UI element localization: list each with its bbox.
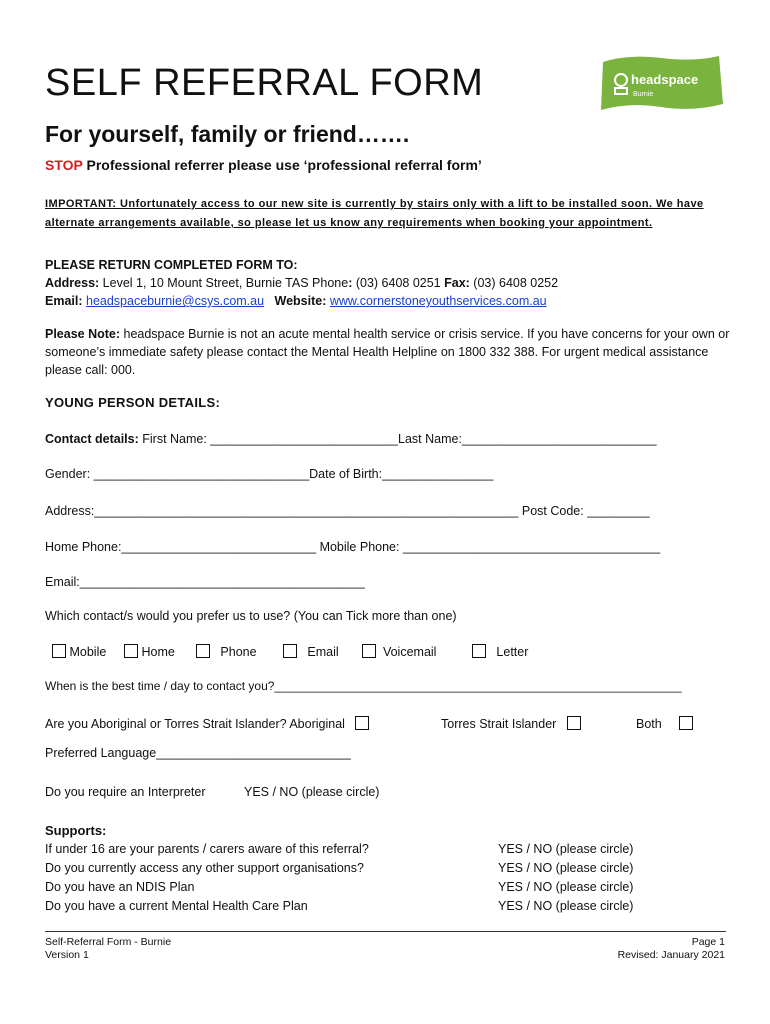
contact-option-home[interactable] [124, 644, 175, 659]
option-label: Phone [220, 645, 257, 659]
fax-label: Fax: [444, 276, 470, 290]
checkbox-icon[interactable] [52, 644, 66, 658]
aboriginal-question: Are you Aboriginal or Torres Strait Islander? Aboriginal [45, 717, 345, 731]
contact-option-voicemail[interactable] [362, 644, 436, 659]
gender-field[interactable]: Gender: _______________________________ [45, 467, 310, 481]
footer-right [618, 936, 725, 962]
form-subtitle: For yourself, family or friend……. [45, 121, 410, 147]
support-question: If under 16 are your parents / carers aware of this referral? [45, 842, 369, 856]
aboriginal-row [45, 716, 369, 731]
support-answer[interactable]: YES / NO (please circle) [498, 899, 634, 913]
support-question: Do you currently access any other support organisations? [45, 861, 364, 875]
contact-option-mobile[interactable] [52, 644, 106, 659]
email-field[interactable]: Email:_________________________________________ [45, 575, 365, 589]
option-label: Voicemail [382, 645, 437, 659]
both-option [636, 716, 693, 731]
option-label: Email [307, 645, 339, 659]
name-row [45, 432, 657, 446]
address-field[interactable]: Address:_____________________________________________________________ [45, 504, 519, 518]
both-label: Both [636, 717, 662, 731]
language-field[interactable]: Preferred Language____________________________ [45, 746, 351, 760]
option-label: Home [141, 645, 175, 659]
tsi-label: Torres Strait Islander [441, 717, 557, 731]
email-label: Email: [45, 294, 83, 308]
checkbox-icon[interactable] [124, 644, 138, 658]
address-row [45, 504, 650, 518]
checkbox-icon[interactable] [196, 644, 210, 658]
postcode-field[interactable]: Post Code: _________ [518, 504, 650, 518]
contact-option-email[interactable] [283, 644, 339, 659]
supports-section [45, 821, 369, 916]
contact-details-label: Contact details: [45, 432, 139, 446]
tsi-checkbox-icon[interactable] [567, 716, 581, 730]
gender-row [45, 467, 493, 481]
logo-flag-icon [597, 52, 725, 114]
support-answer[interactable]: YES / NO (please circle) [498, 861, 634, 875]
please-note [45, 325, 735, 379]
note-text: headspace Burnie is not an acute mental health service or crisis service. If you have concerns for your own or someone’s immediate safety please contact the Mental Health Helpline on 1800 332 388. For urgent medical assistance please call: 000. [45, 327, 730, 377]
footer-divider [45, 931, 726, 932]
fax-value: (03) 6408 0252 [469, 276, 559, 290]
tsi-option [441, 716, 581, 731]
website-link[interactable]: www.cornerstoneyouthservices.com.au [329, 294, 547, 308]
note-label: Please Note: [45, 327, 121, 341]
option-label: Letter [496, 645, 529, 659]
important-label: IMPORTANT: [45, 198, 117, 210]
headspace-logo [597, 52, 725, 114]
support-question: Do you have an NDIS Plan [45, 880, 195, 894]
logo-subtext: Burnie [633, 91, 654, 98]
website-label: Website: [274, 294, 327, 308]
best-time-field[interactable]: When is the best time / day to contact you?_____________________________________________________________ [45, 679, 682, 693]
address-label: Address: [45, 276, 100, 290]
checkbox-icon[interactable] [362, 644, 376, 658]
young-person-heading: YOUNG PERSON DETAILS: [45, 395, 221, 410]
stop-word: STOP [45, 157, 83, 173]
support-answer[interactable]: YES / NO (please circle) [498, 842, 634, 856]
checkbox-icon[interactable] [472, 644, 486, 658]
logo-text: headspace [631, 72, 699, 87]
first-name-field[interactable]: First Name: ___________________________ [138, 432, 399, 446]
footer-page: Page 1 [691, 936, 725, 948]
interpreter-question: Do you require an Interpreter [45, 785, 206, 799]
mobile-phone-field[interactable]: Mobile Phone: _____________________________________ [316, 540, 661, 554]
contact-option-phone[interactable] [196, 644, 257, 659]
email-link[interactable]: headspaceburnie@csys.com.au [86, 294, 265, 308]
interpreter-answer[interactable]: YES / NO (please circle) [244, 785, 380, 799]
support-answer[interactable]: YES / NO (please circle) [498, 880, 634, 894]
address-text: Level 1, 10 Mount Street, Burnie TAS Phone [99, 276, 349, 290]
last-name-field[interactable]: Last Name:____________________________ [398, 432, 657, 446]
both-checkbox-icon[interactable] [679, 716, 693, 730]
phone-colon: : [348, 276, 353, 290]
prefer-contact-question: Which contact/s would you prefer us to use? (You can Tick more than one) [45, 609, 457, 623]
form-title: SELF REFERRAL FORM [45, 62, 484, 104]
return-heading: PLEASE RETURN COMPLETED FORM TO: [45, 258, 298, 272]
phone-row [45, 540, 660, 554]
footer-left [45, 936, 171, 962]
dob-field[interactable]: Date of Birth:________________ [309, 467, 494, 481]
important-text: Unfortunately access to our new site is currently by stairs only with a lift to be installed soon. We have alternate arrangements available, so please let us know any requirements when booking your appointment. [45, 198, 704, 229]
footer-form-name: Self-Referral Form - Burnie [45, 936, 172, 948]
return-info [45, 256, 745, 310]
stop-notice [45, 157, 482, 173]
home-phone-field[interactable]: Home Phone:____________________________ [45, 540, 317, 554]
important-notice [45, 195, 725, 233]
supports-answers [498, 840, 633, 916]
footer-version: Version 1 [45, 949, 89, 961]
checkbox-icon[interactable] [283, 644, 297, 658]
option-label: Mobile [69, 645, 107, 659]
contact-option-letter[interactable] [472, 644, 528, 659]
stop-text: Professional referrer please use ‘professional referral form’ [82, 157, 482, 173]
footer-revised: Revised: January 2021 [617, 949, 725, 961]
aboriginal-checkbox-icon[interactable] [355, 716, 369, 730]
phone-value: (03) 6408 0251 [352, 276, 445, 290]
supports-heading: Supports: [45, 823, 107, 838]
support-question: Do you have a current Mental Health Care Plan [45, 899, 308, 913]
